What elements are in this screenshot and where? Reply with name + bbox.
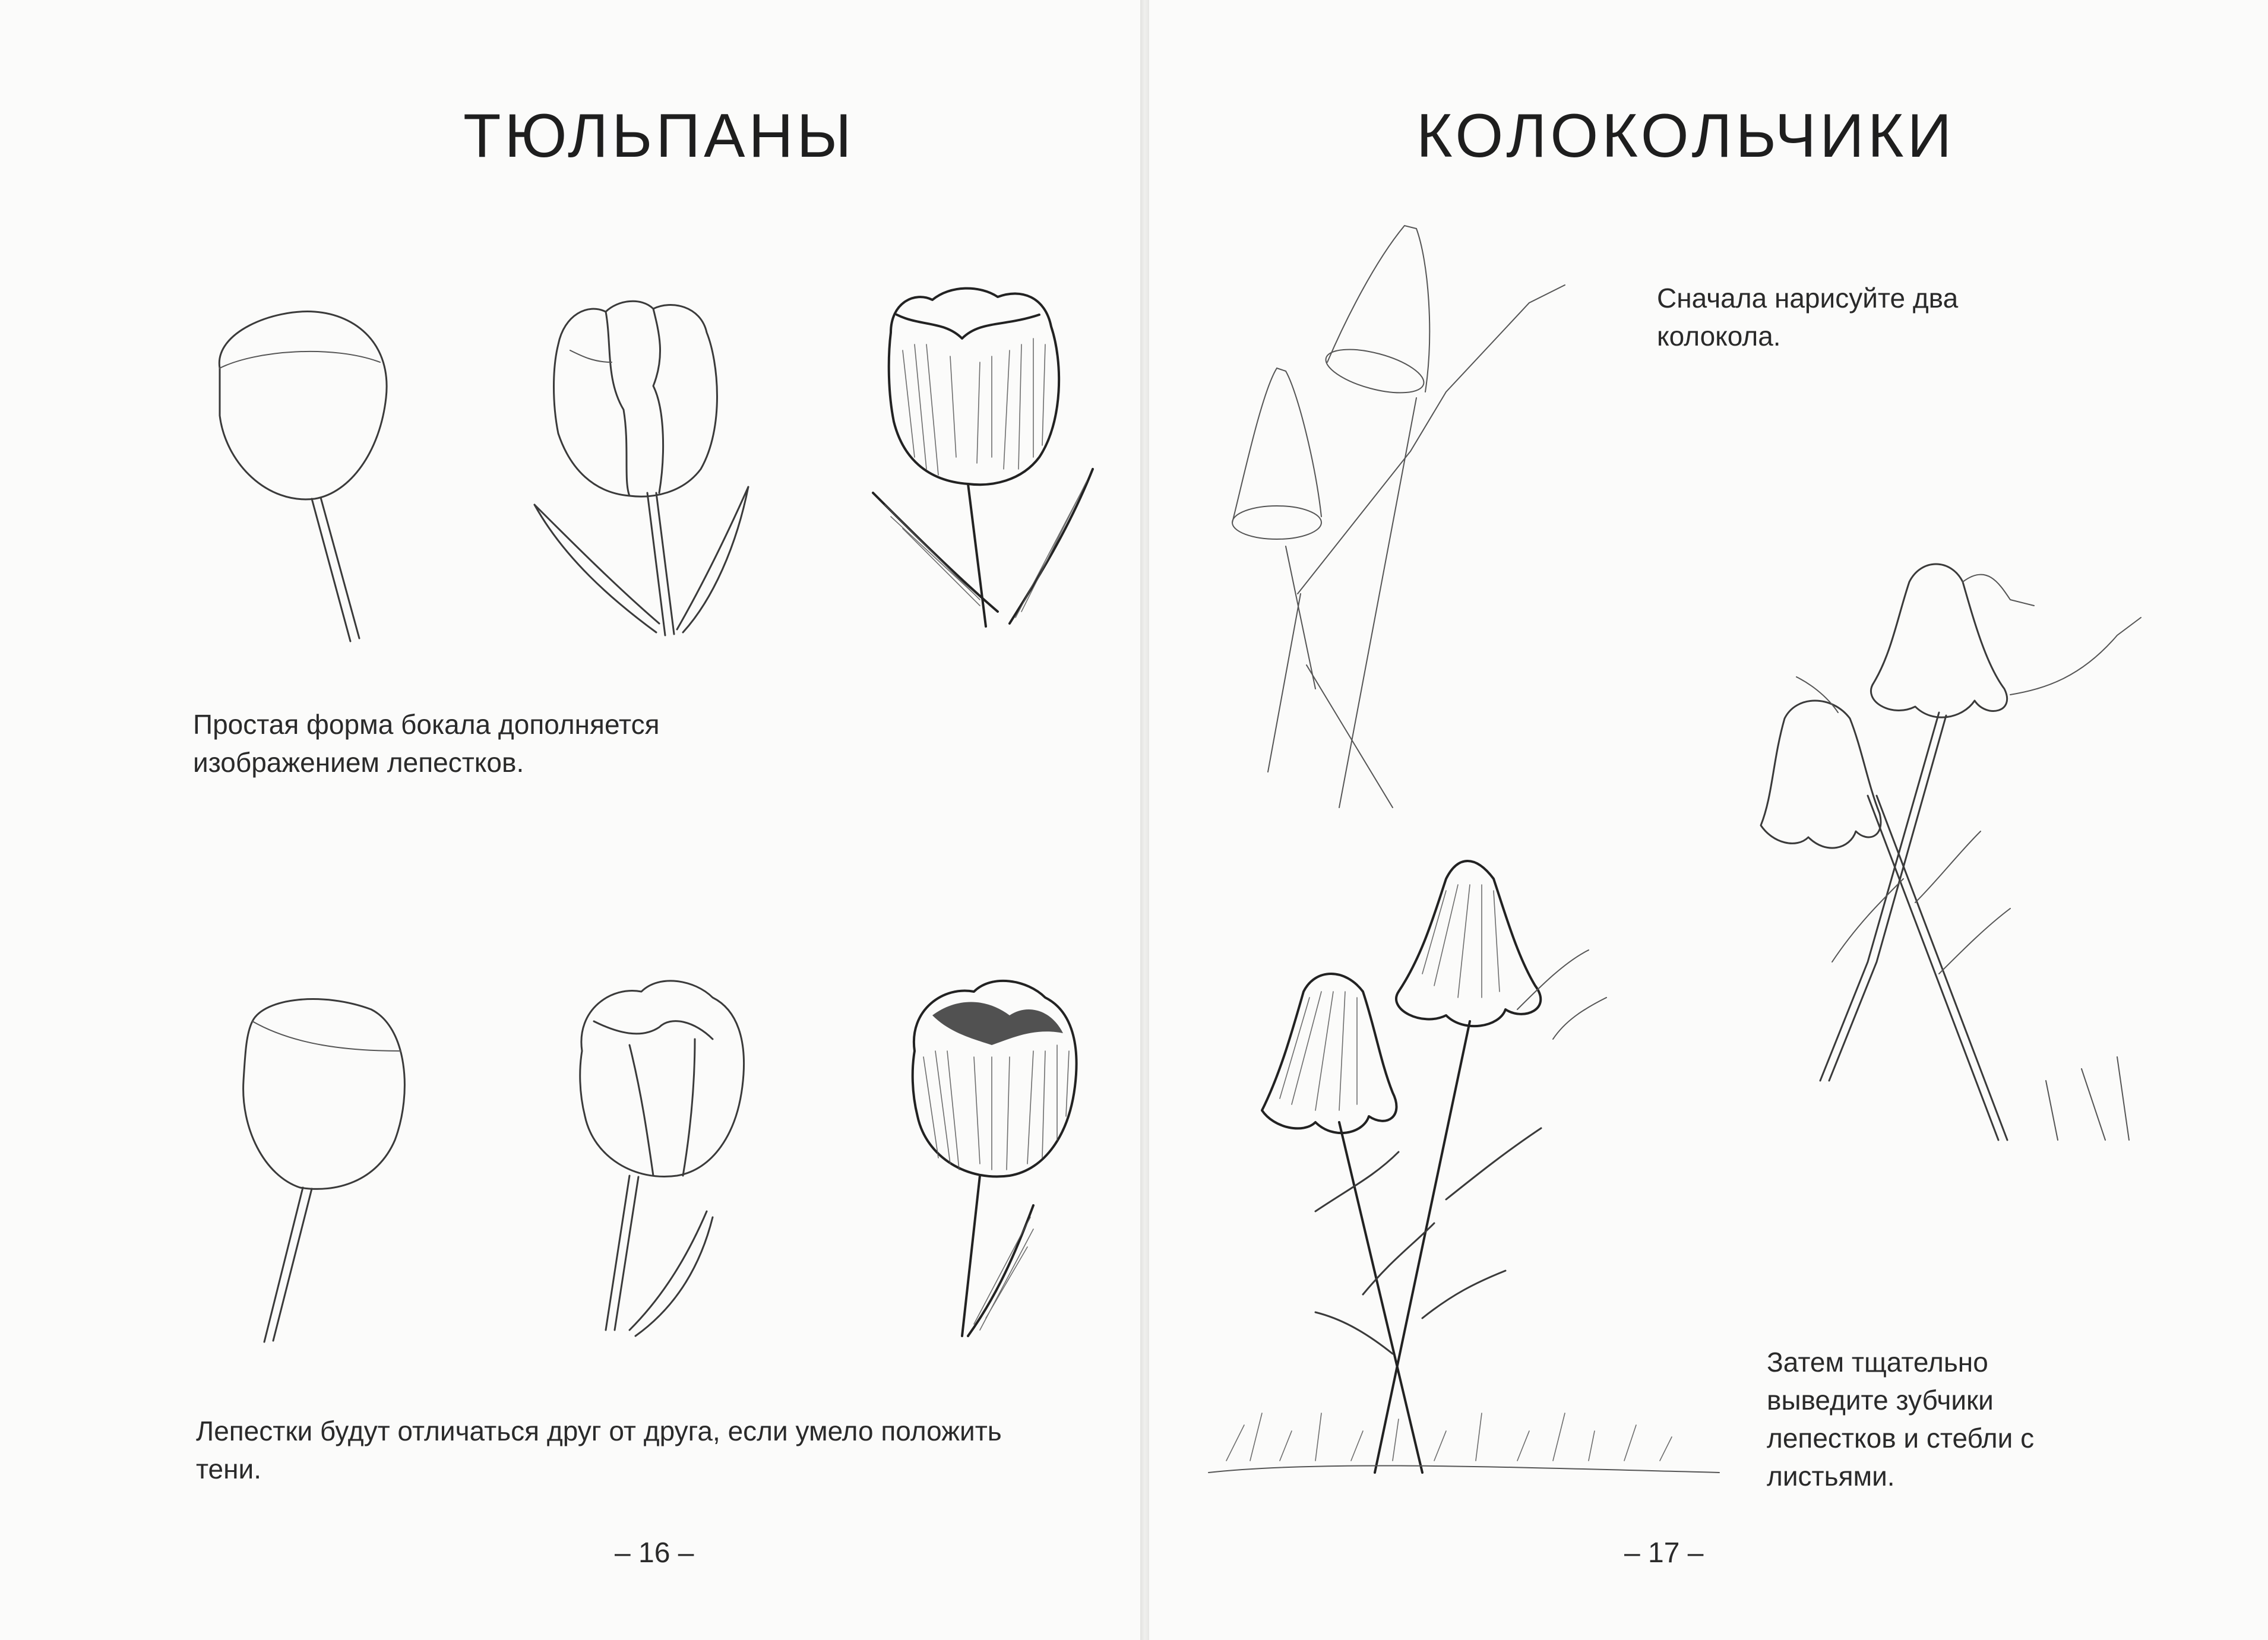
- page-title-tulips: ТЮЛЬПАНЫ: [463, 102, 855, 170]
- tulip-alt-step2-petals: [558, 974, 760, 1354]
- book-gutter: [1140, 0, 1149, 1640]
- caption-bellflowers-top: Сначала нарисуйте два колокола.: [1657, 283, 1959, 352]
- tulip-step3-shaded: [861, 279, 1111, 647]
- tulip-alt-step3-shaded: [891, 974, 1093, 1354]
- bellflower-outline-drawing: [1761, 546, 2188, 1188]
- caption-tulips-top: Простая форма бокала дополняется изображением лепестков.: [193, 709, 660, 778]
- bellflower-construction-sketch: [1197, 214, 1577, 819]
- page-number-right: – 17 –: [1624, 1537, 1704, 1569]
- tulip-step2-petals: [523, 291, 772, 659]
- tulip-step1-sketch: [202, 297, 404, 653]
- caption-tulips-bottom: Лепестки будут отличаться друг от друга, если умело положить тени.: [196, 1416, 1002, 1484]
- page-title-bellflowers: КОЛОКОЛЬЧИКИ: [1416, 102, 1956, 170]
- tulip-alt-step1-sketch: [229, 986, 419, 1354]
- caption-bellflowers-bottom: Затем тщательно выведите зубчики лепестков и стебли с листьями.: [1767, 1347, 2035, 1492]
- page-number-left: – 16 –: [615, 1537, 694, 1569]
- right-page: [1149, 0, 2268, 1640]
- bellflower-shaded-drawing: [1197, 843, 1767, 1514]
